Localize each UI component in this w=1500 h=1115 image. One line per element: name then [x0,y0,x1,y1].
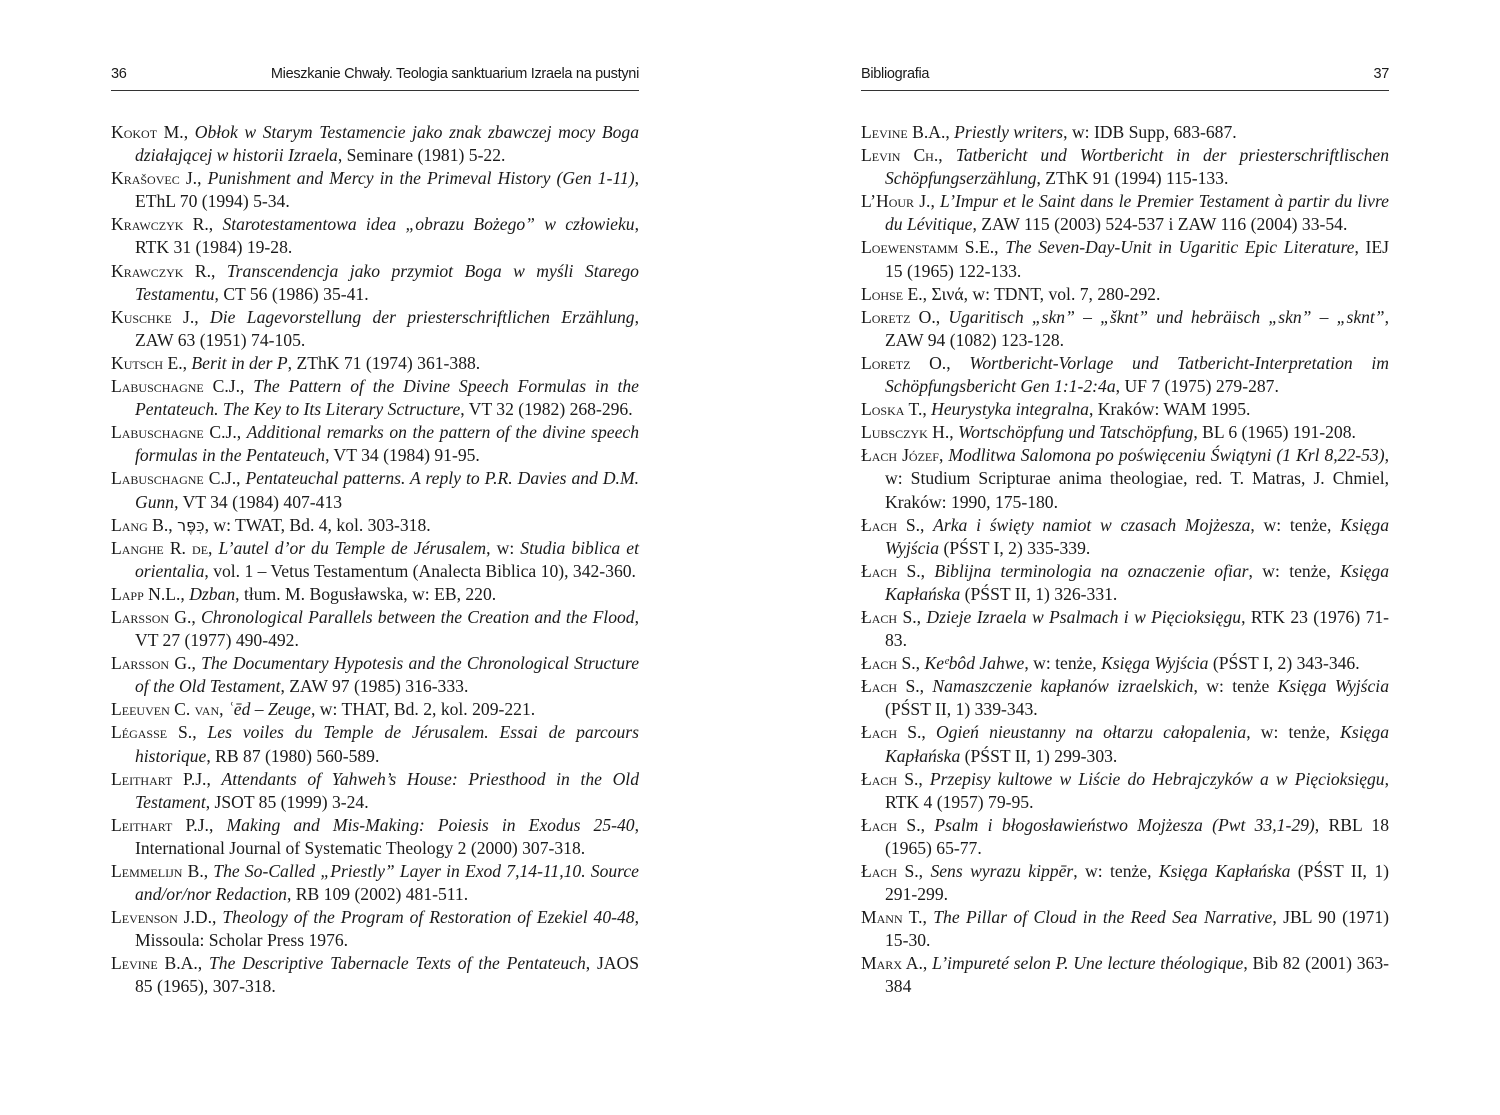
entry-author: Kutsch E. [111,352,183,373]
entry-details: , RTK 23 (1976) 71-83. [885,606,1390,651]
entry-title: Dzieje Izraela w Psalmach i w Pięcioksięgu [926,606,1242,627]
entry-details: , tłum. M. Bogusławska, w: EB, 220. [235,583,497,604]
entry-details: , UF 7 (1975) 279-287. [1115,376,1279,397]
entry-work-title: Księga Kapłańska [885,722,1389,766]
entry-separator: , [182,352,192,373]
entry-details: , w: tenże, [1248,560,1341,581]
entry-title: Keᵉbôd Jahwe [924,653,1025,674]
entry-separator: , [919,676,933,697]
bibliography-entry [111,121,639,167]
entry-separator: , [208,537,219,558]
entry-work-title: Księga Wyjścia [1101,653,1209,674]
entry-separator: , [197,953,210,974]
entry-author: Loretz O. [861,352,947,373]
entry-title: The Descriptive Tabernacle Texts of the Pentateuch [209,953,586,974]
entry-separator: , [949,422,959,443]
entry-author: Lapp N.L. [111,583,181,604]
bibliography-entry [861,560,1389,606]
entry-details: , RB 109 (2002) 481-511. [286,884,469,905]
page-number: 37 [1373,66,1389,82]
entry-details: , CT 56 (1986) 35-41. [214,283,369,304]
entry-title: Additional remarks on the pattern of the divine speech formulas in the Pentateuch [135,422,639,466]
entry-separator: , [921,722,936,743]
entry-title: Biblijna terminologia na oznaczenie ofiar [934,560,1249,581]
bibliography-entry [861,398,1389,421]
entry-details: , JBL 90 (1971) 15-30. [885,907,1389,951]
entry-separator: , [922,907,934,928]
entry-details: , RB 87 (1980) 560-589. [206,745,380,766]
entry-details: (PŚST II, 1) 326-331. [960,583,1118,604]
entry-title: The Pattern of the Divine Speech Formulas in the Pentateuch. The Key to Its Literary Sctructure [135,376,639,420]
running-head-left [111,62,639,91]
bibliography-entry [861,444,1389,513]
entry-author: Levenson J.D. [111,907,213,928]
entry-separator: , [219,699,228,720]
entry-author: Légasse S. [111,722,193,743]
entry-details: , ZAW 94 (1082) 123-128. [885,306,1390,350]
bibliography-entry [111,260,639,306]
bibliography-entry [861,606,1389,652]
entry-separator: , [938,445,949,466]
entry-author: Krawczyk R. [111,260,211,281]
entry-separator: , [916,606,927,627]
bibliography-entry [861,121,1389,144]
bibliography-entry [111,537,639,583]
bibliography-entry [111,721,639,767]
entry-title: Arka i święty namiot w czasach Mojżesza [933,514,1251,535]
entry-separator: , [918,768,930,789]
entry-details: , BL 6 (1965) 191-208. [1193,422,1356,443]
entry-author: Łach S. [861,814,921,835]
entry-title: Wortschöpfung und Tatschöpfung [958,422,1194,443]
entry-details: , RTK 4 (1957) 79-95. [885,768,1390,812]
entry-details: , w: tenże, [1024,653,1102,674]
entry-author: Larsson G. [111,606,192,627]
entry-author: Leithart P.J. [111,814,209,835]
running-title: Bibliografia [861,66,930,82]
entry-details: , w: [486,537,521,558]
entry-author: Krašovec J. [111,168,198,189]
entry-author: L’Hour J. [861,191,931,212]
entry-title: Modlitwa Salomona po poświęceniu Świątyni (1 Krl 8,22-53) [948,445,1385,466]
entry-separator: , [920,814,935,835]
entry-details: , w: TWAT, Bd. 4, kol. 303-318. [204,514,431,535]
running-head-right [861,62,1389,91]
bibliography-entry [111,652,639,698]
entry-separator: , [206,768,222,789]
bibliography-entry [861,814,1389,860]
bibliography-entry [111,698,639,721]
entry-separator: , [918,861,931,881]
entry-title: L’impureté selon P. Une lecture théologique [932,953,1244,974]
bibliography-entry [861,952,1389,998]
entry-title: Transcendencja jako przymiot Boga w myśli Starego Testamentu [135,260,639,304]
entry-title: Sens wyrazu kippēr [930,861,1074,881]
entry-details: , ZAW 97 (1985) 316-333. [280,676,469,697]
entry-title: Przepisy kultowe w Liście do Hebrajczyków a w Pięcioksięgu [929,768,1385,789]
entry-title: Chronological Parallels between the Creation and the Flood [200,606,635,627]
bibliography-entry [861,652,1389,675]
entry-separator: , [930,191,940,212]
entry-author: Langhe R. de [111,537,209,558]
entry-details: , VT 34 (1984) 91-95. [325,445,480,466]
entry-work-title: Księga Kapłańska [1158,861,1291,881]
entry-title: Attendants of Yahweh’s House: Priesthood in the Old Testament [135,768,639,812]
entry-separator: , [194,306,211,327]
entry-separator: , [922,283,932,304]
entry-details: , w: tenże, [1246,722,1341,743]
bibliography-entry [111,768,639,814]
entry-author: Kuschke J. [111,306,195,327]
entry-title: Tatbericht und Wortbericht in der priesterschriftlischen Schöpfungserzählung [885,145,1390,189]
entry-author: Łach Józef [861,445,939,466]
entry-title: Ugaritisch „skn” – „šknt” und hebräisch „skn” – „sknt” [948,306,1385,327]
bibliography-entry [861,721,1389,767]
entry-author: Łach S. [861,768,919,789]
entry-author: Leeuven C. van [111,699,220,720]
entry-author: Łach S. [861,722,922,743]
entry-work-title: Księga Wyjścia [1277,676,1389,697]
entry-work-title: Studia biblica et orientalia [135,537,639,581]
entry-title: L’Impur et le Saint dans le Premier Testament à partir du livre du Lévitique [885,191,1389,235]
entry-author: Marx A. [861,953,923,974]
entry-author: Loretz O. [861,306,936,327]
bibliography-entry [111,514,639,537]
entry-author: Leithart P.J. [111,768,207,789]
entry-separator: , [191,653,202,674]
entry-separator: , [168,514,178,535]
entry-separator: , [240,376,254,397]
bibliography-list [861,121,1389,999]
entry-work-title: Księga Wyjścia [885,514,1389,558]
entry-details: , Kraków: WAM 1995. [1088,399,1251,420]
entry-details: , w: Studium Scripturae anima theologiae, red. T. Matras, J. Chmiel, Kraków: 1990, 175-180. [885,445,1389,512]
entry-details: , ZAW 63 (1951) 74-105. [135,306,640,350]
bibliography-entry [861,283,1389,306]
entry-separator: , [203,861,214,881]
bibliography-entry [861,675,1389,721]
entry-title: Dzban [189,583,236,604]
entry-work-title: Księga Kapłańska [885,560,1389,604]
entry-author: Łach S. [861,653,916,674]
entry-details: , w: TDNT, vol. 7, 280-292. [963,283,1161,304]
entry-title: The Seven-Day-Unit in Ugaritic Epic Literature [1005,237,1355,258]
entry-details: , VT 34 (1984) 407-413 [174,491,343,512]
entry-separator: , [922,953,933,974]
entry-author: Larsson G. [111,653,192,674]
entry-details: , VT 27 (1977) 490-492. [135,606,639,651]
entry-separator: , [920,514,934,535]
bibliography-entry [861,190,1389,236]
entry-separator: , [192,722,208,743]
entry-details: (PŚST I, 2) 343-346. [1208,653,1360,674]
page-number: 36 [111,66,127,82]
entry-separator: , [915,653,925,674]
bibliography-entry [111,583,639,606]
entry-title: Heurystyka integralna [931,399,1089,420]
entry-details: , Seminare (1981) 5-22. [337,145,506,166]
entry-details: , w: THAT, Bd. 2, kol. 209-221. [310,699,536,720]
entry-author: Łach S. [861,514,920,535]
entry-details: , ZThK 91 (1994) 115-133. [1036,168,1229,189]
entry-separator: , [211,260,227,281]
bibliography-entry [111,814,639,860]
entry-separator: , [236,468,246,489]
entry-separator: , [208,214,223,235]
entry-author: Labuschagne C.J. [111,376,241,397]
entry-title: Pentateuchal patterns. A reply to P.R. Davies and D.M. Gunn [135,468,639,512]
entry-title: Making and Mis-Making: Poiesis in Exodus 25-40 [226,814,635,835]
bibliography-entry [861,144,1389,190]
entry-title: Namaszczenie kapłanów izraelskich [932,676,1194,697]
entry-separator: , [945,122,955,142]
bibliography-entry [861,306,1389,352]
entry-author: Lohse E. [861,283,923,304]
entry-details: , w: tenże [1193,676,1278,697]
entry-separator: , [994,237,1006,258]
entry-separator: , [197,168,208,189]
entry-details: , w: IDB Supp, 683-687. [1063,122,1237,142]
bibliography-entry [861,236,1389,282]
entry-title: Theology of the Program of Restoration of Ezekiel 40-48 [222,907,635,928]
entry-details: , RBL 18 (1965) 65-77. [885,814,1389,858]
entry-title: Wortbericht-Vorlage und Tatbericht-Interpretation im Schöpfungsbericht Gen 1:1-2:4a [885,352,1390,397]
entry-title: L’autel d’or du Temple de Jérusalem [218,537,487,558]
entry-details: , Bib 82 (2001) 363-384 [885,953,1390,997]
entry-details: (PŚST I, 2) 335-339. [939,537,1091,558]
entry-author: Łach S. [861,676,920,697]
entry-title: The Documentary Hypotesis and the Chronological Structure of the Old Testament [135,653,640,697]
entry-separator: , [180,583,190,604]
entry-title: Berit in der P [191,352,288,373]
entry-separator: , [938,145,956,166]
entry-separator: , [935,306,949,327]
entry-author: Lubsczyk H. [861,422,950,443]
entry-details: , International Journal of Systematic Theology 2 (2000) 307-318. [135,814,640,858]
entry-author: Kokot M. [111,122,184,142]
entry-author: Loewenstamm S.E. [861,237,995,258]
bibliography-entry [111,906,639,952]
entry-author: Labuschagne C.J. [111,468,237,489]
entry-separator: , [208,814,227,835]
entry-details: (PŚST II, 1) 299-303. [960,745,1118,766]
entry-details: (PŚST II, 1) 291-299. [885,861,1389,905]
running-title: Mieszkanie Chwały. Teologia sanktuarium Izraela na pustyni [270,66,639,82]
bibliography-entry [861,421,1389,444]
entry-title: The Pillar of Cloud in the Reed Sea Narrative [933,907,1273,928]
bibliography-entry [111,213,639,259]
entry-separator: , [191,606,201,627]
entry-author: Krawczyk R. [111,214,209,235]
entry-greek-term: Σινά [931,283,964,304]
entry-author: Łach S. [861,560,921,581]
entry-hebrew-term: כִּפֶּר [177,515,205,535]
entry-title: Obłok w Starym Testamencie jako znak zbawczej mocy Boga działającej w historii Izraela [135,122,640,166]
bibliography-entry [861,514,1389,560]
bibliography-entry [111,606,639,652]
bibliography-entry [861,906,1389,952]
entry-separator: , [236,422,247,443]
bibliography-entry [111,306,639,352]
entry-details: , vol. 1 – Vetus Testamentum (Analecta Biblica 10), 342-360. [204,560,636,581]
entry-separator: , [212,907,223,928]
entry-author: Lemmelijn B. [111,861,204,881]
entry-separator: , [183,122,195,142]
bibliography-entry [111,467,639,513]
entry-details: , VT 32 (1982) 268-296. [460,399,633,420]
entry-title: Ogień nieustanny na ołtarzu całopalenia [935,722,1247,743]
entry-details: , RTK 31 (1984) 19-28. [135,214,639,258]
entry-title: Punishment and Mercy in the Primeval History (Gen 1-11) [207,168,635,189]
entry-author: Loska T. [861,399,923,420]
bibliography-entry [111,375,639,421]
entry-details: (PŚST II, 1) 339-343. [885,699,1038,720]
entry-details: , w: tenże, [1073,861,1159,881]
entry-title: Starotestamentowa idea „obrazu Bożego” w człowieku [222,214,635,235]
entry-author: Lang B. [111,514,169,535]
entry-title: Psalm i błogosławieństwo Mojżesza (Pwt 33,1-29) [934,814,1315,835]
entry-title: Priestly writers [954,122,1064,142]
entry-details: , JAOS 85 (1965), 307-318. [135,953,640,997]
entry-details: , w: tenże, [1250,514,1341,535]
entry-author: Mann T. [861,907,923,928]
entry-author: Łach S. [861,861,919,881]
entry-separator: , [920,560,935,581]
entry-title: Die Lagevorstellung der priesterschriftlichen Erzählung [210,306,635,327]
bibliography-entry [111,167,639,213]
entry-details: , JSOT 85 (1999) 3-24. [205,791,369,812]
entry-title: ʿēd – Zeuge [227,699,311,720]
entry-details: , IEJ 15 (1965) 122-133. [885,237,1390,281]
bibliography-entry [111,421,639,467]
entry-author: Labuschagne C.J. [111,422,237,443]
entry-separator: , [922,399,932,420]
entry-author: Levine B.A. [111,953,198,974]
entry-title: The So-Called „Priestly” Layer in Exod 7,14-11,10. Source and/or/nor Redaction [135,861,639,905]
bibliography-entry [111,860,639,906]
entry-author: Levin Ch. [861,145,939,166]
bibliography-entry [861,768,1389,814]
entry-details: , Missoula: Scholar Press 1976. [135,907,640,951]
entry-details: , EThL 70 (1994) 5-34. [135,168,640,212]
entry-author: Łach S. [861,606,917,627]
entry-details: , ZThK 71 (1974) 361-388. [287,352,481,373]
bibliography-entry [111,352,639,375]
entry-separator: , [946,352,970,373]
bibliography-entry [861,352,1389,398]
bibliography-entry [861,860,1389,906]
entry-title: Les voiles du Temple de Jérusalem. Essai de parcours historique [135,722,639,766]
entry-details: , ZAW 115 (2003) 524-537 i ZAW 116 (2004) 33-54. [972,214,1348,235]
bibliography-entry [111,952,639,998]
bibliography-list [111,121,639,999]
entry-author: Levine B.A. [861,122,946,142]
